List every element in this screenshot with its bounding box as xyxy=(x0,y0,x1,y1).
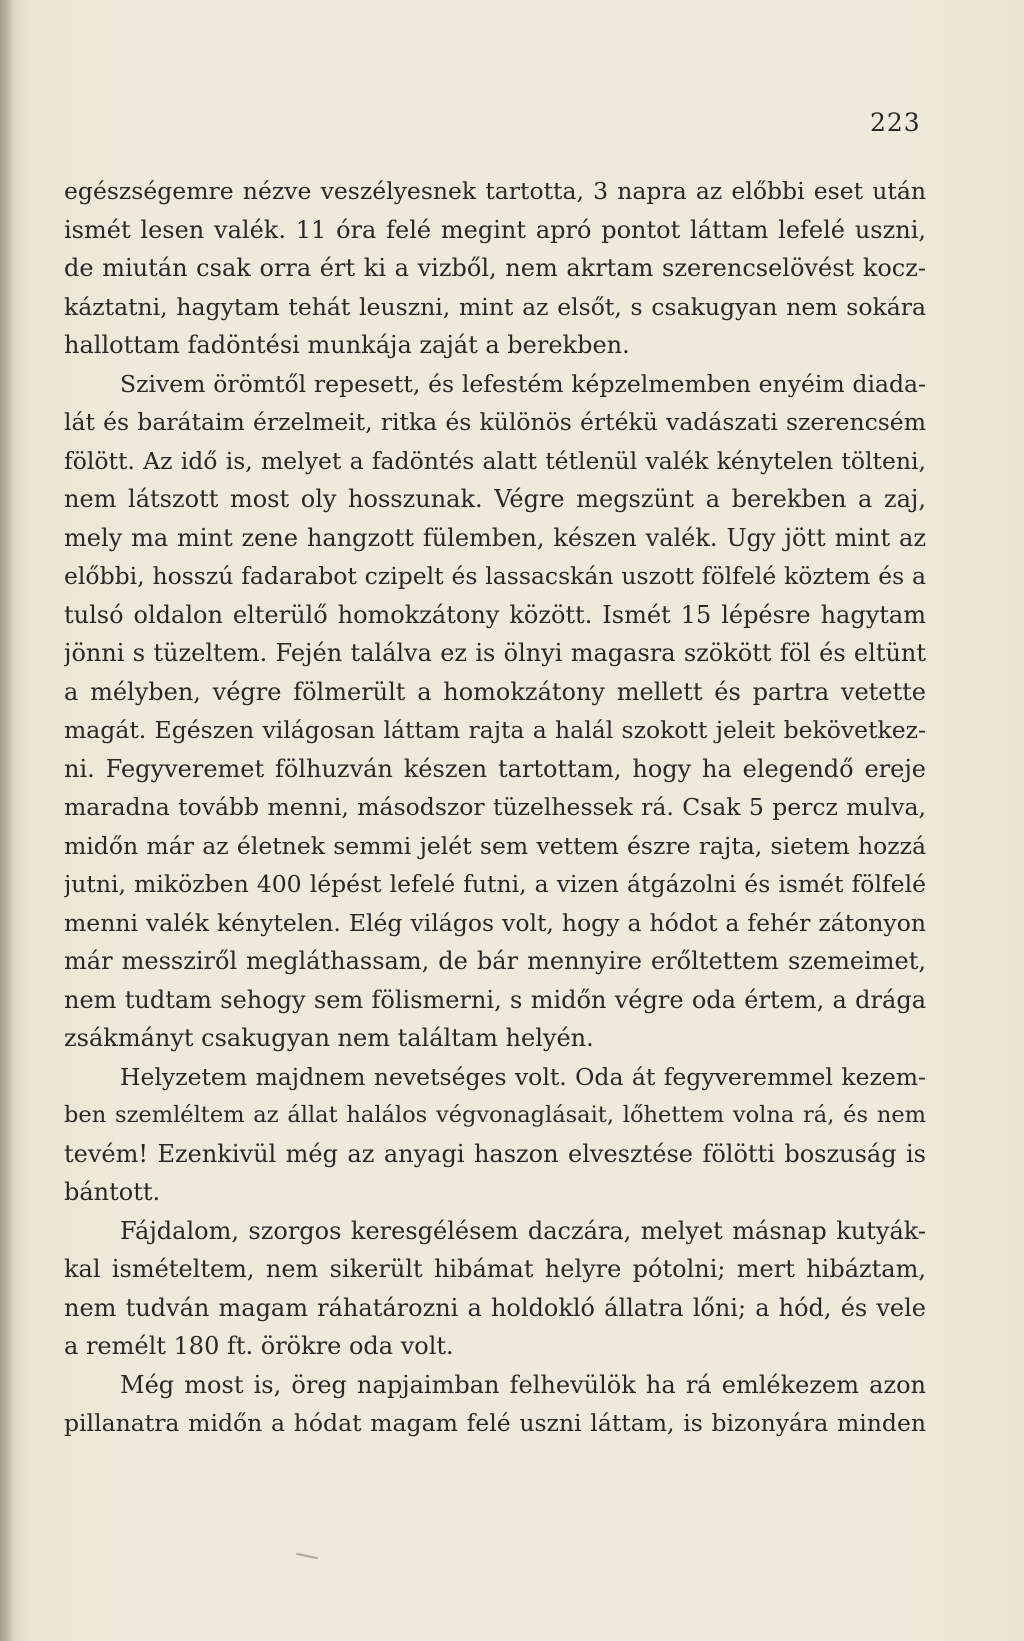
text-line: bántott. xyxy=(64,1178,161,1206)
text-line: ni. Fegyveremet fölhuzván készen tartottam, hogy ha elegendő ereje xyxy=(64,754,926,783)
text-line: midőn már az életnek semmi jelét sem vettem észre rajta, sietem hozzá xyxy=(64,831,926,860)
text-line: mely ma mint zene hangzott fülemben, készen valék. Ugy jött mint az xyxy=(64,523,926,552)
text-line: nem tudtam sehogy sem fölismerni, s midőn végre oda értem, a drága xyxy=(64,985,926,1014)
text-line: Szivem örömtől repesett, és lefestém képzelmemben enyéim diada- xyxy=(120,369,926,398)
text-line: lát és barátaim érzelmeit, ritka és különös értékü vadászati szerencsém xyxy=(64,408,926,436)
text-line: nem tudván magam ráhatározni a holdokló állatra lőni; a hód, és vele xyxy=(64,1293,926,1322)
text-line: Fájdalom, szorgos keresgélésem daczára, melyet másnap kutyák- xyxy=(120,1216,926,1245)
text-line: Még most is, öreg napjaimban felhevülök ha rá emlékezem azon xyxy=(120,1370,926,1399)
text-line: jönni s tüzeltem. Fején találva ez is ölnyi magasra szökött föl és eltünt xyxy=(64,639,926,667)
text-line: egészségemre nézve veszélyesnek tartotta, 3 napra az előbbi eset után xyxy=(64,177,926,205)
text-line: maradna tovább menni, másodszor tüzelhessek rá. Csak 5 percz mulva, xyxy=(64,793,926,821)
text-line: tulsó oldalon elterülő homokzátony között. Ismét 15 lépésre hagytam xyxy=(64,600,926,629)
text-line: nem látszott most oly hosszunak. Végre megszünt a berekben a zaj, xyxy=(64,485,926,513)
text-line: kal ismételtem, nem sikerült hibámat helyre pótolni; mert hibáztam, xyxy=(64,1255,926,1283)
text-line: tevém! Ezenkivül még az anyagi haszon elvesztése fölötti boszuság is xyxy=(64,1139,926,1168)
text-line: menni valék kénytelen. Elég világos volt, hogy a hódot a fehér zátonyon xyxy=(64,908,926,937)
text-line: előbbi, hosszú fadarabot czipelt és lassacskán uszott fölfelé köztem és a xyxy=(64,562,926,590)
text-line: magát. Egészen világosan láttam rajta a halál szokott jeleit bekövetkez- xyxy=(64,716,926,744)
text-line: de miután csak orra ért ki a vizből, nem akrtam szerencselövést kocz- xyxy=(64,254,926,282)
text-line: zsákmányt csakugyan nem találtam helyén. xyxy=(64,1024,594,1052)
text-line: már messziről megláthassam, de bár mennyire erőltettem szemeimet, xyxy=(64,947,926,975)
text-line: Helyzetem majdnem nevetséges volt. Oda át fegyveremmel kezem- xyxy=(120,1062,926,1091)
stray-mark xyxy=(296,1553,318,1560)
text-line: hallottam fadöntési munkája zaját a berekben. xyxy=(64,331,630,359)
text-line: a mélyben, végre fölmerült a homokzátony mellett és partra vetette xyxy=(64,677,926,706)
text-line: káztatni, hagytam tehát leuszni, mint az elsőt, s csakugyan nem sokára xyxy=(64,292,926,321)
body-text xyxy=(64,172,926,1443)
page-number: 223 xyxy=(870,108,921,137)
text-line: jutni, miközben 400 lépést lefelé futni, a vizen átgázolni és ismét fölfelé xyxy=(64,870,926,898)
text-line: fölött. Az idő is, melyet a fadöntés alatt tétlenül valék kénytelen tölteni, xyxy=(64,446,926,475)
text-line: a remélt 180 ft. örökre oda volt. xyxy=(64,1332,454,1360)
spine-shadow xyxy=(0,0,14,1641)
text-line: ismét lesen valék. 11 óra felé megint apró pontot láttam lefelé uszni, xyxy=(64,215,926,244)
text-line: ben szemléltem az állat halálos végvonaglásait, lőhettem volna rá, és nem xyxy=(64,1102,926,1128)
text-line: pillanatra midőn a hódat magam felé uszni láttam, is bizonyára minden xyxy=(64,1409,926,1437)
